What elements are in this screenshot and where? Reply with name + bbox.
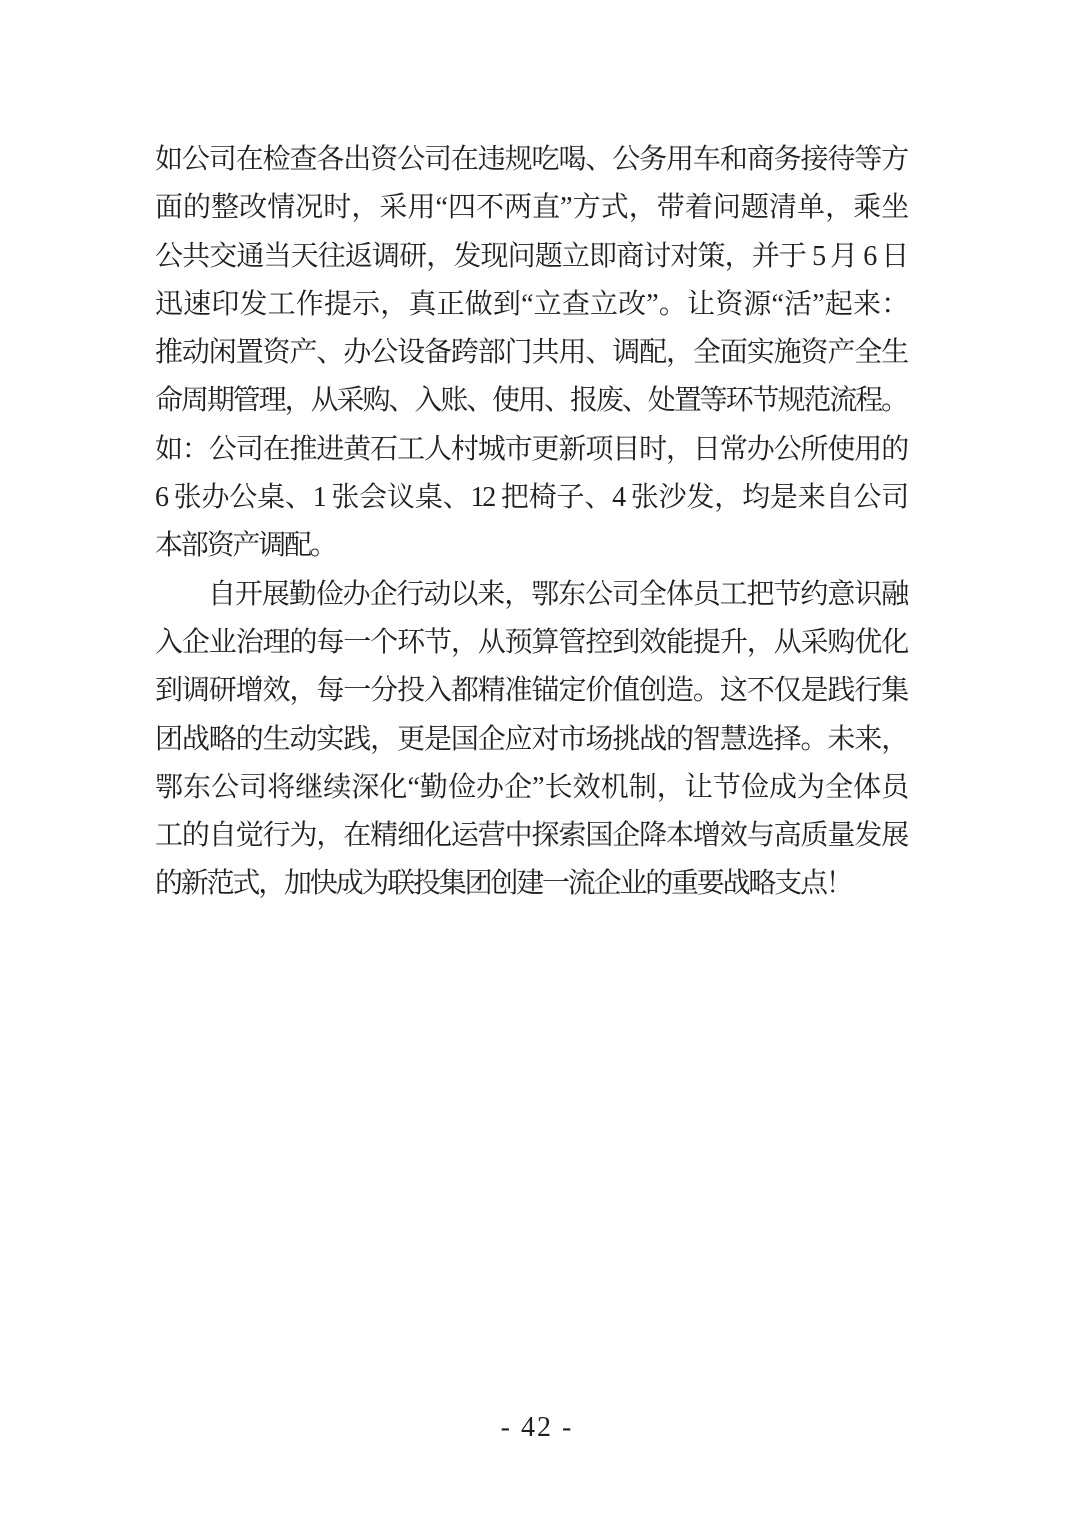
text-line: 团战略的生动实践，更是国企应对市场挑战的智慧选择。未来， [155, 723, 907, 755]
text-line: 入企业治理的每一个环节，从预算管控到效能提升，从采购优化 [155, 626, 907, 658]
paragraph-1 [155, 136, 907, 571]
text-line: 本部资产调配。 [155, 530, 336, 562]
text-line: 命周期管理，从采购、入账、使用、报废、处置等环节规范流程。 [155, 385, 907, 417]
document-body [155, 136, 907, 909]
text-line: 自开展勤俭办企行动以来，鄂东公司全体员工把节约意识融 [208, 578, 907, 610]
text-line: 6 张办公桌、1 张会议桌、12 把椅子、4 张沙发，均是来自公司 [155, 482, 907, 514]
text-line: 的新范式，加快成为联投集团创建一流企业的重要战略支点！ [155, 868, 852, 900]
text-line: 面的整改情况时，采用“四不两直”方式，带着问题清单，乘坐 [155, 192, 907, 224]
text-line: 迅速印发工作提示，真正做到“立查立改”。让资源“活”起来： [155, 288, 907, 320]
text-line: 到调研增效，每一分投入都精准锚定价值创造。这不仅是践行集 [155, 675, 907, 707]
text-line: 公共交通当天往返调研，发现问题立即商讨对策，并于 5 月 6 日 [155, 240, 907, 272]
text-line: 工的自觉行为，在精细化运营中探索国企降本增效与高质量发展 [155, 820, 907, 852]
paragraph-2 [155, 571, 907, 909]
text-line: 如：公司在推进黄石工人村城市更新项目时，日常办公所使用的 [155, 433, 907, 465]
text-line: 如公司在检查各出资公司在违规吃喝、公务用车和商务接待等方 [155, 144, 907, 175]
text-line: 推动闲置资产、办公设备跨部门共用、调配，全面实施资产全生 [155, 337, 907, 369]
page-number: - 42 - [500, 1412, 574, 1443]
text-line: 鄂东公司将继续深化“勤俭办企”长效机制，让节俭成为全体员 [155, 771, 907, 803]
